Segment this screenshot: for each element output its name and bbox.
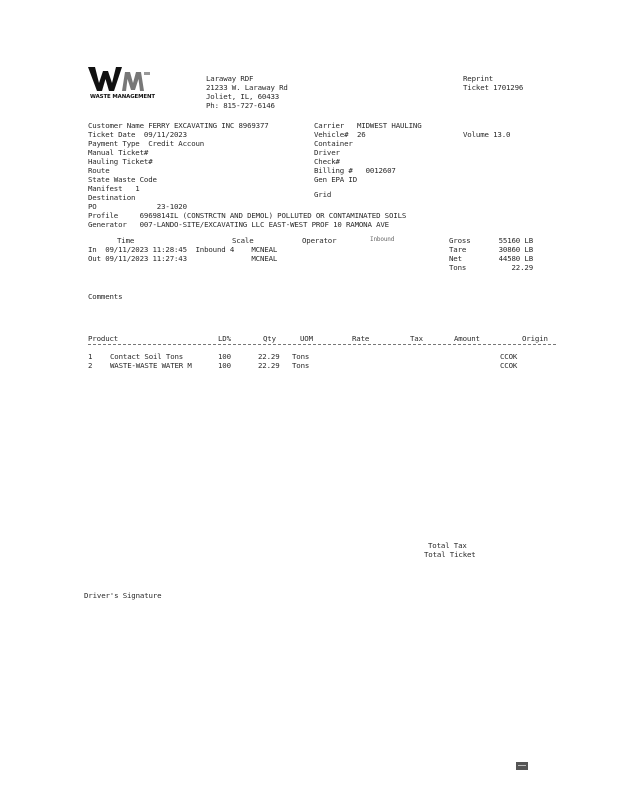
tons-label: Tons: [449, 263, 467, 272]
row-uom: Tons: [292, 361, 310, 370]
ticket-date: Ticket Date 09/11/2023: [88, 130, 187, 139]
wm-logo-icon: [88, 66, 150, 92]
row-number: 1: [88, 352, 93, 361]
col-ld: LD%: [218, 334, 231, 343]
row-ld: 100: [218, 361, 231, 370]
col-origin: Origin: [522, 334, 548, 343]
container: Container: [314, 139, 353, 148]
table-header-divider: [88, 344, 556, 345]
tons-value: 22.29: [511, 263, 533, 272]
carrier: Carrier MIDWEST HAULING: [314, 121, 422, 130]
site-name: Laraway RDF: [206, 74, 254, 83]
col-rate: Rate: [352, 334, 370, 343]
logo-tagline: WASTE MANAGEMENT: [90, 94, 155, 100]
col-tax: Tax: [410, 334, 423, 343]
manifest: Manifest 1: [88, 184, 140, 193]
total-tax-label: Total Tax: [428, 541, 467, 550]
weigh-in-row: In 09/11/2023 11:28:45 Inbound 4 MCNEAL: [88, 245, 278, 254]
hauling-ticket: Hauling Ticket#: [88, 157, 153, 166]
customer-name: Customer Name FERRY EXCAVATING INC 8969377: [88, 121, 269, 130]
row-number: 2: [88, 361, 93, 370]
row-uom: Tons: [292, 352, 310, 361]
tare-label: Tare: [449, 245, 467, 254]
payment-type: Payment Type Credit Accoun: [88, 139, 205, 148]
route: Route: [88, 166, 110, 175]
gross-value: 55160 LB: [498, 236, 533, 245]
comments-label: Comments: [88, 292, 123, 301]
weigh-header-scale: Scale: [232, 236, 254, 245]
waste-management-logo: [88, 66, 168, 104]
vehicle: Vehicle# 26: [314, 130, 366, 139]
col-product: Product: [88, 334, 119, 343]
purchase-order: PO 23-1020: [88, 202, 187, 211]
weigh-out-row: Out 09/11/2023 11:27:43 MCNEAL: [88, 254, 278, 263]
net-value: 44580 LB: [498, 254, 533, 263]
driver: Driver: [314, 148, 340, 157]
site-address-2: Joliet, IL, 60433: [206, 92, 280, 101]
net-label: Net: [449, 254, 462, 263]
check-number: Check#: [314, 157, 340, 166]
destination: Destination: [88, 193, 136, 202]
profile: Profile 6969814IL (CONSTRCTN AND DEMOL) POLLUTED OR CONTAMINATED SOILS: [88, 211, 407, 220]
grid: Grid: [314, 190, 332, 199]
driver-signature-label: Driver's Signature: [84, 591, 162, 600]
row-product: Contact Soil Tons: [110, 352, 184, 361]
manual-ticket: Manual Ticket#: [88, 148, 149, 157]
col-amount: Amount: [454, 334, 480, 343]
reprint-label: Reprint: [463, 74, 494, 83]
site-phone: Ph: 815-727-6146: [206, 101, 275, 110]
gen-epa-id: Gen EPA ID: [314, 175, 357, 184]
volume: Volume 13.0: [463, 130, 511, 139]
col-qty: Qty: [263, 334, 276, 343]
row-qty: 22.29: [258, 361, 280, 370]
row-origin: CCOK: [500, 352, 518, 361]
generator: Generator 007-LANDO-SITE/EXCAVATING LLC EAST-WEST PROF 10 RAMONA AVE: [88, 220, 389, 229]
row-ld: 100: [218, 352, 231, 361]
tare-value: 30860 LB: [498, 245, 533, 254]
row-product: WASTE-WASTE WATER M: [110, 361, 192, 370]
billing-number: Billing # 0012607: [314, 166, 396, 175]
gross-label: Gross: [449, 236, 471, 245]
weigh-header-time: Time: [117, 236, 135, 245]
row-origin: CCOK: [500, 361, 518, 370]
state-waste-code: State Waste Code: [88, 175, 157, 184]
col-uom: UOM: [300, 334, 313, 343]
total-ticket-label: Total Ticket: [424, 550, 476, 559]
ticket-number: Ticket 1701296: [463, 83, 524, 92]
page-mark-icon: [516, 762, 528, 770]
weigh-header-operator: Operator: [302, 236, 337, 245]
weigh-header-inbound: Inbound: [370, 236, 395, 243]
row-qty: 22.29: [258, 352, 280, 361]
site-address-1: 21233 W. Laraway Rd: [206, 83, 288, 92]
